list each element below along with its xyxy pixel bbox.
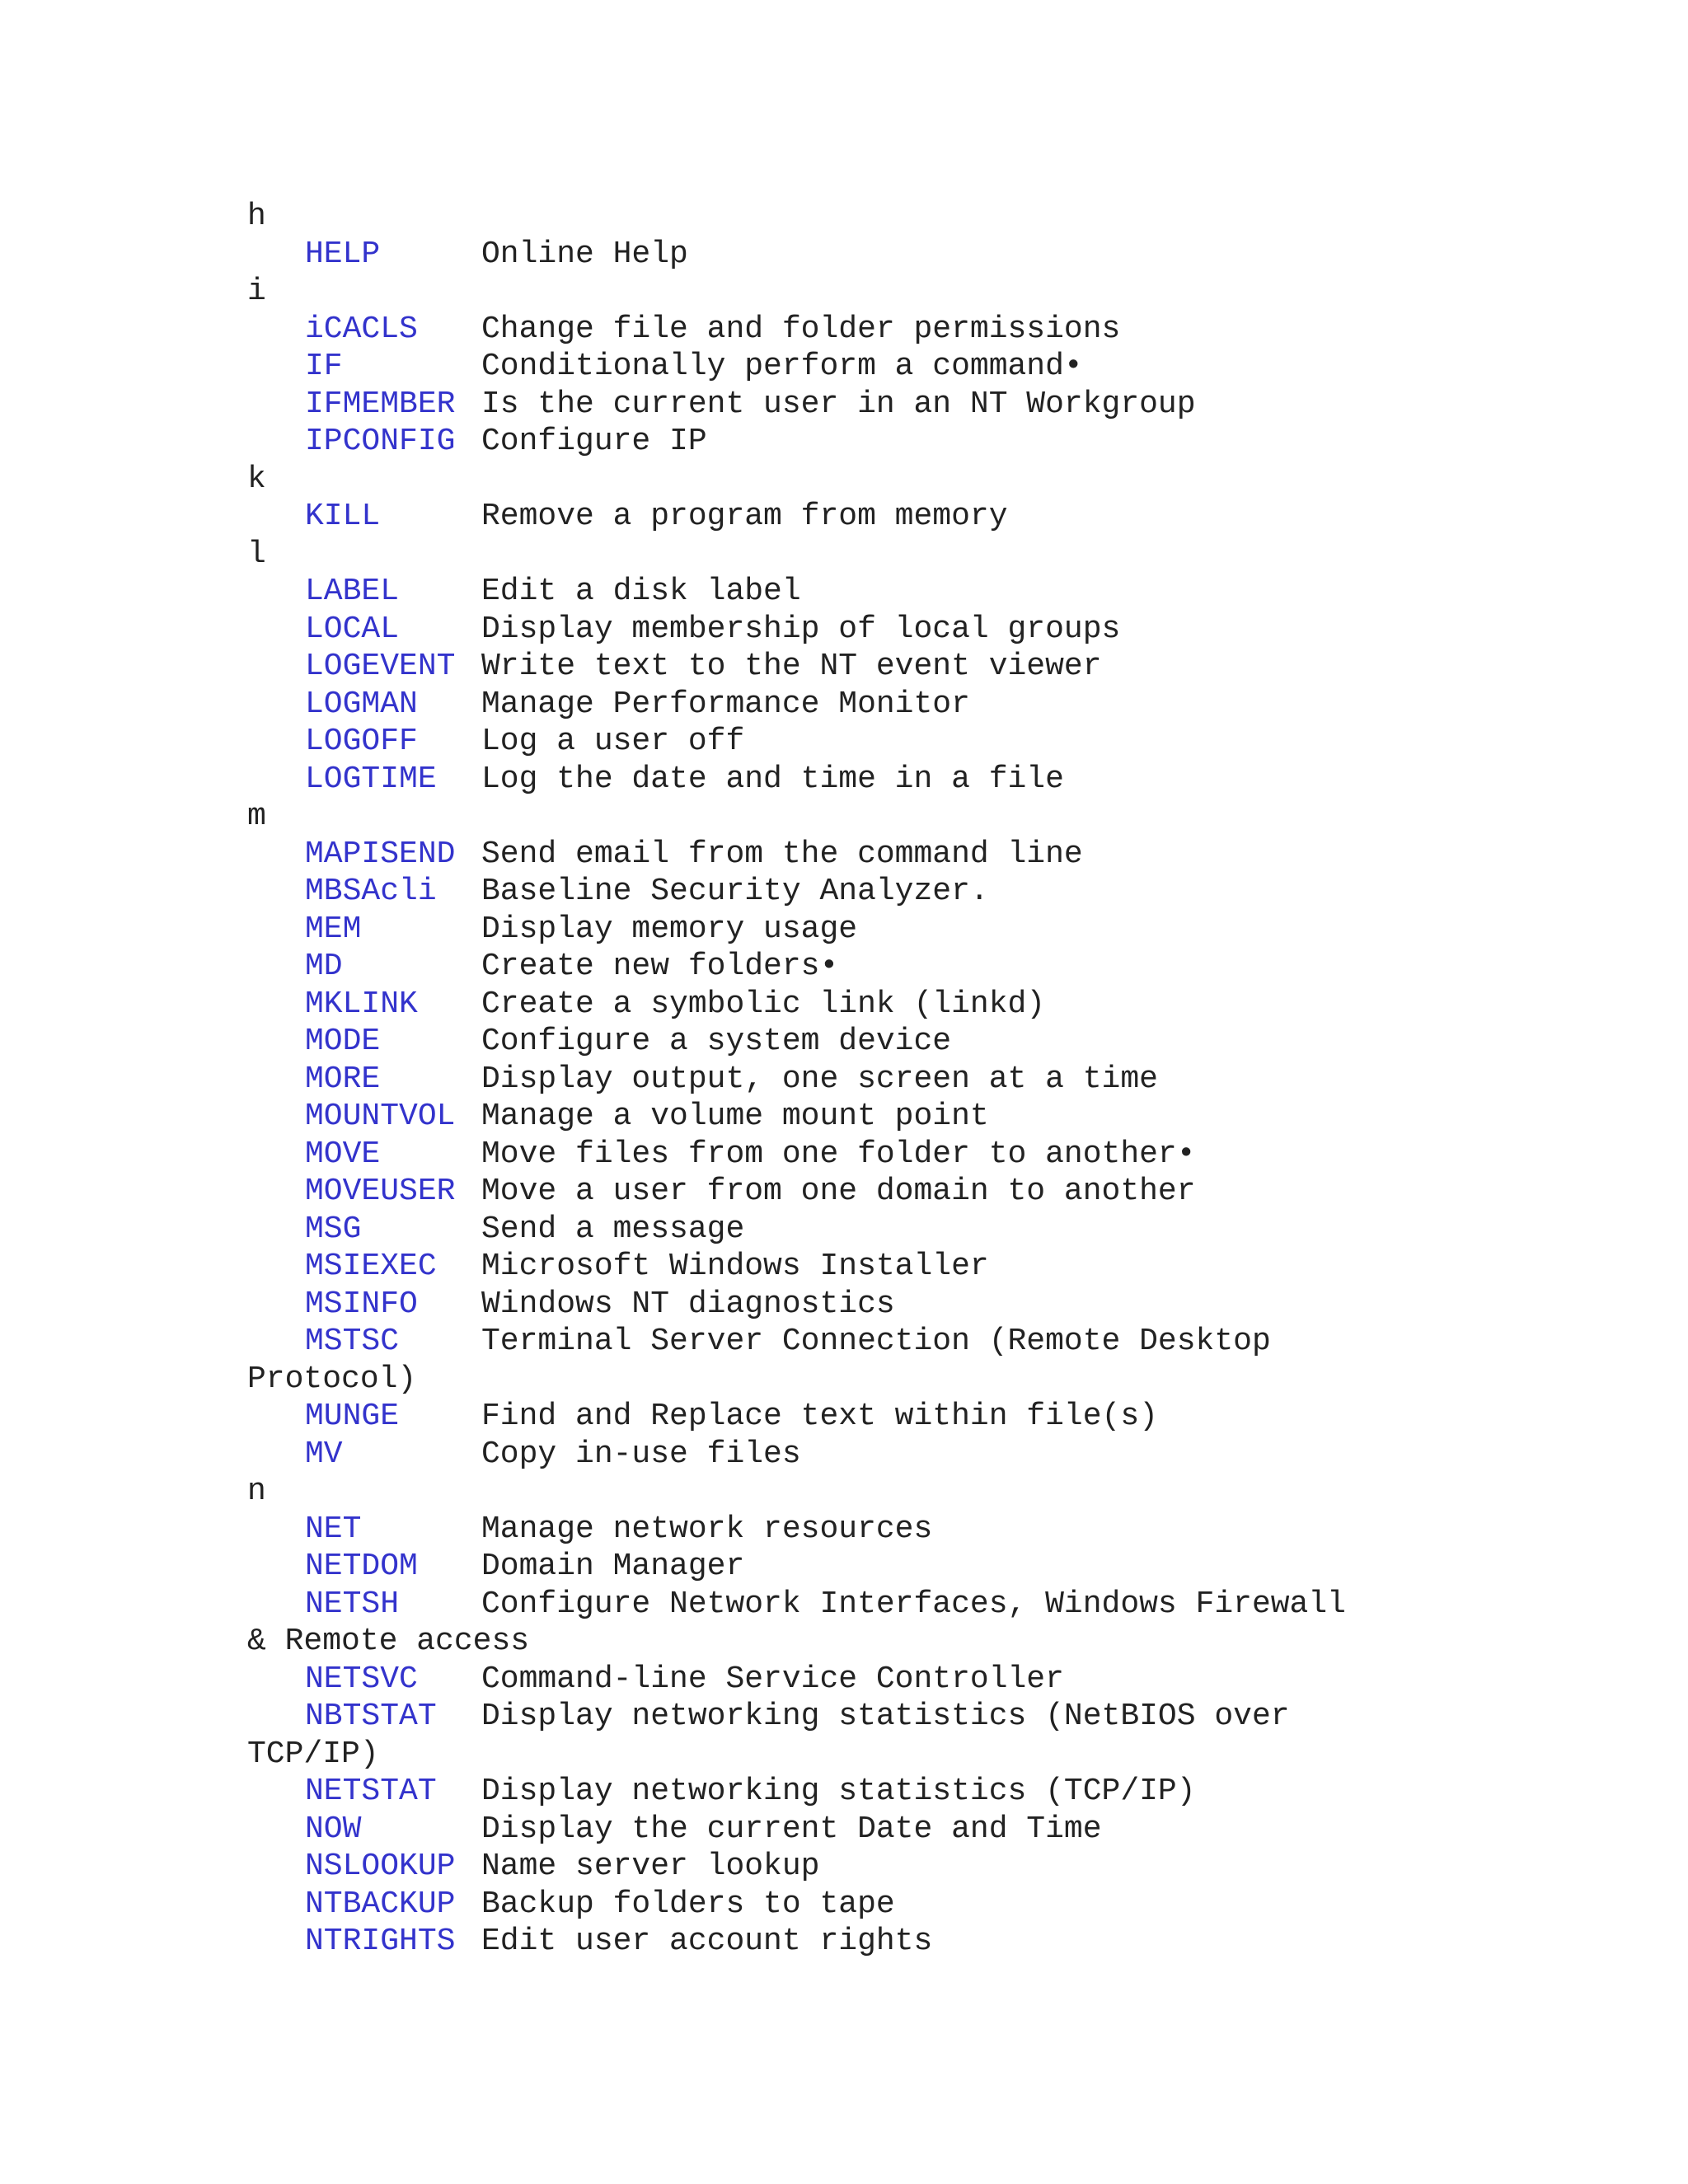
command-description: Manage Performance Monitor: [481, 686, 970, 722]
command-link-ntrights[interactable]: NTRIGHTS: [305, 1924, 456, 1959]
command-description: Display networking statistics (TCP/IP): [481, 1774, 1196, 1809]
command-row: [247, 236, 1533, 274]
command-row: [247, 761, 1533, 799]
command-row: [247, 1211, 1533, 1249]
command-link-help[interactable]: HELP: [305, 236, 381, 272]
command-row: [247, 1286, 1533, 1324]
command-link-move[interactable]: MOVE: [305, 1136, 381, 1172]
command-link-msg[interactable]: MSG: [305, 1211, 362, 1247]
command-description: Create a symbolic link (linkd): [481, 986, 1046, 1022]
command-description-continuation: & Remote access: [247, 1624, 530, 1659]
command-description: Display output, one screen at a time: [481, 1061, 1158, 1097]
command-reference-list: [247, 198, 1533, 1961]
command-link-mbsacli[interactable]: MBSAcli: [305, 874, 437, 909]
command-link-mem[interactable]: MEM: [305, 911, 362, 947]
command-description: Find and Replace text within file(s): [481, 1399, 1158, 1434]
command-row: [247, 1173, 1533, 1211]
command-description: Edit user account rights: [481, 1924, 933, 1959]
command-row: [247, 386, 1533, 424]
command-link-nbtstat[interactable]: NBTSTAT: [305, 1699, 437, 1734]
command-description: Configure Network Interfaces, Windows Firewall: [481, 1586, 1346, 1622]
command-link-label[interactable]: LABEL: [305, 574, 400, 609]
command-row: [247, 986, 1533, 1024]
command-row: [247, 1811, 1533, 1849]
command-description: Display memory usage: [481, 911, 858, 947]
command-row: [247, 1773, 1533, 1811]
command-description: Manage network resources: [481, 1511, 933, 1547]
command-link-net[interactable]: NET: [305, 1511, 362, 1547]
command-description: Copy in-use files: [481, 1436, 801, 1472]
command-row: [247, 1398, 1533, 1436]
command-row: [247, 1436, 1533, 1474]
command-link-logman[interactable]: LOGMAN: [305, 686, 418, 722]
command-description: Configure a system device: [481, 1024, 952, 1059]
command-row: [247, 1698, 1533, 1736]
command-description: Microsoft Windows Installer: [481, 1249, 989, 1284]
command-link-ntbackup[interactable]: NTBACKUP: [305, 1886, 456, 1922]
section-letter-h: h: [247, 199, 266, 234]
section-letter-i: i: [247, 274, 266, 309]
command-description: Baseline Security Analyzer.: [481, 874, 989, 909]
section-letter-m: m: [247, 799, 266, 834]
command-description: Edit a disk label: [481, 574, 801, 609]
command-description: Domain Manager: [481, 1549, 745, 1584]
command-description: Online Help: [481, 236, 688, 272]
command-link-nslookup[interactable]: NSLOOKUP: [305, 1849, 456, 1884]
command-link-netstat[interactable]: NETSTAT: [305, 1774, 437, 1809]
command-row: [247, 948, 1533, 986]
command-link-mode[interactable]: MODE: [305, 1024, 381, 1059]
command-link-logevent[interactable]: LOGEVENT: [305, 649, 456, 684]
command-description: Change file and folder permissions: [481, 311, 1121, 347]
command-link-local[interactable]: LOCAL: [305, 611, 400, 647]
section-letter-n: n: [247, 1474, 266, 1509]
command-link-moveuser[interactable]: MOVEUSER: [305, 1174, 456, 1209]
command-description: Display the current Date and Time: [481, 1811, 1102, 1847]
command-description: Move files from one folder to another•: [481, 1136, 1196, 1172]
command-link-mapisend[interactable]: MAPISEND: [305, 836, 456, 872]
command-link-netsvc[interactable]: NETSVC: [305, 1661, 418, 1697]
command-description: Log the date and time in a file: [481, 761, 1064, 797]
command-row: [247, 311, 1533, 349]
command-row: [247, 1248, 1533, 1286]
command-description: Move a user from one domain to another: [481, 1174, 1196, 1209]
command-row: [247, 911, 1533, 949]
command-row: [247, 1923, 1533, 1961]
command-link-netsh[interactable]: NETSH: [305, 1586, 400, 1622]
command-row: [247, 1548, 1533, 1586]
command-row: [247, 1848, 1533, 1886]
command-row: [247, 573, 1533, 611]
command-description: Send email from the command line: [481, 836, 1083, 872]
command-description: Write text to the NT event viewer: [481, 649, 1102, 684]
command-link-now[interactable]: NOW: [305, 1811, 362, 1847]
command-link-ifmember[interactable]: IFMEMBER: [305, 386, 456, 422]
section-letter-l: l: [247, 536, 266, 572]
command-link-mklink[interactable]: MKLINK: [305, 986, 418, 1022]
command-description: Conditionally perform a command•: [481, 349, 1083, 384]
command-link-msiexec[interactable]: MSIEXEC: [305, 1249, 437, 1284]
section-letter-k: k: [247, 461, 266, 497]
command-row: [247, 1511, 1533, 1549]
command-row: [247, 423, 1533, 461]
command-row: [247, 1886, 1533, 1924]
command-link-mstsc[interactable]: MSTSC: [305, 1324, 400, 1359]
command-row: [247, 1061, 1533, 1099]
command-link-ipconfig[interactable]: IPCONFIG: [305, 424, 456, 459]
command-description: Remove a program from memory: [481, 499, 1008, 534]
command-description-continuation: Protocol): [247, 1361, 417, 1397]
command-link-if[interactable]: IF: [305, 349, 343, 384]
command-row: [247, 348, 1533, 386]
command-description: Log a user off: [481, 724, 745, 759]
command-link-mv[interactable]: MV: [305, 1436, 343, 1472]
command-description-continuation: TCP/IP): [247, 1736, 379, 1772]
command-description: Name server lookup: [481, 1849, 820, 1884]
command-description: Is the current user in an NT Workgroup: [481, 386, 1196, 422]
command-link-mountvol[interactable]: MOUNTVOL: [305, 1099, 456, 1134]
command-row: [247, 1586, 1533, 1624]
command-row: [247, 1323, 1533, 1361]
command-row: [247, 1661, 1533, 1699]
command-description: Display networking statistics (NetBIOS over: [481, 1699, 1290, 1734]
command-description: Terminal Server Connection (Remote Desktop: [481, 1324, 1271, 1359]
command-description: Manage a volume mount point: [481, 1099, 989, 1134]
command-row: [247, 611, 1533, 649]
command-description: Command-line Service Controller: [481, 1661, 1064, 1697]
command-row: [247, 723, 1533, 761]
command-link-netdom[interactable]: NETDOM: [305, 1549, 418, 1584]
command-link-logtime[interactable]: LOGTIME: [305, 761, 437, 797]
command-link-md[interactable]: MD: [305, 949, 343, 984]
command-row: [247, 1136, 1533, 1174]
command-link-icacls[interactable]: iCACLS: [305, 311, 418, 347]
command-description: Windows NT diagnostics: [481, 1286, 895, 1322]
command-row: [247, 648, 1533, 686]
command-row: [247, 1023, 1533, 1061]
command-row: [247, 873, 1533, 911]
command-description: Display membership of local groups: [481, 611, 1121, 647]
command-link-more[interactable]: MORE: [305, 1061, 381, 1097]
command-row: [247, 686, 1533, 724]
command-link-kill[interactable]: KILL: [305, 499, 381, 534]
command-description: Configure IP: [481, 424, 707, 459]
command-link-logoff[interactable]: LOGOFF: [305, 724, 418, 759]
command-description: Backup folders to tape: [481, 1886, 895, 1922]
command-description: Create new folders•: [481, 949, 839, 984]
command-description: Send a message: [481, 1211, 745, 1247]
command-link-msinfo[interactable]: MSINFO: [305, 1286, 418, 1322]
command-row: [247, 498, 1533, 536]
command-link-munge[interactable]: MUNGE: [305, 1399, 400, 1434]
command-row: [247, 836, 1533, 874]
command-row: [247, 1098, 1533, 1136]
